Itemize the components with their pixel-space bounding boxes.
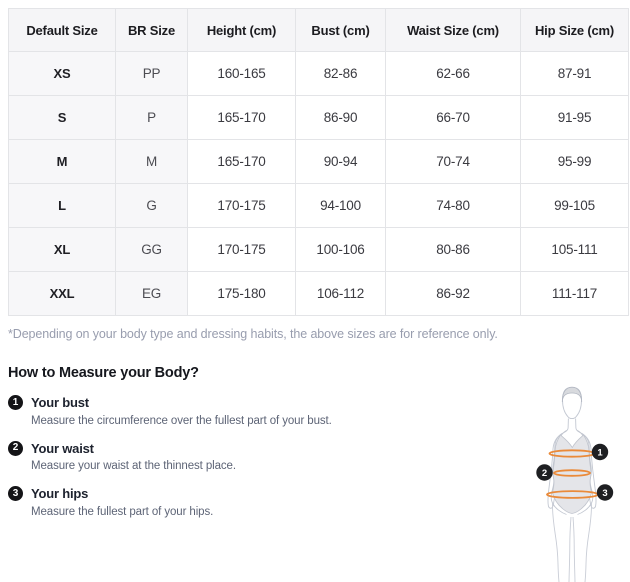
cell-br-size: P [116, 96, 188, 140]
step-number-badge: 1 [8, 395, 23, 410]
table-row-xxl [9, 272, 629, 316]
step-description: Measure the circumference over the fullest part of your bust. [31, 414, 332, 427]
cell-bust: 90-94 [296, 140, 386, 184]
cell-height: 165-170 [188, 96, 296, 140]
cell-br-size: EG [116, 272, 188, 316]
cell-waist: 66-70 [386, 96, 521, 140]
figure-legs [552, 504, 591, 582]
step-description: Measure your waist at the thinnest place. [31, 460, 236, 472]
figure-marker-1 [592, 444, 608, 460]
table-row-s [9, 96, 629, 140]
body-figure-illustration [523, 382, 627, 582]
measure-step-hips [8, 486, 448, 519]
cell-hip: 105-111 [521, 228, 629, 272]
cell-bust: 100-106 [296, 228, 386, 272]
cell-waist: 70-74 [386, 140, 521, 184]
step-number-badge: 2 [8, 441, 23, 456]
cell-height: 160-165 [188, 52, 296, 96]
size-disclaimer-note: *Depending on your body type and dressing habits, the above sizes are for reference only. [8, 327, 498, 341]
step-title: Your hips [31, 486, 89, 501]
measure-step-bust [8, 395, 448, 428]
cell-size: XL [9, 228, 116, 272]
table-row-l [9, 184, 629, 228]
svg-text:1: 1 [597, 447, 603, 459]
cell-size: XS [9, 52, 116, 96]
measure-step-waist [8, 441, 448, 474]
cell-height: 170-175 [188, 184, 296, 228]
cell-waist: 62-66 [386, 52, 521, 96]
cell-bust: 94-100 [296, 184, 386, 228]
step-number-badge: 3 [8, 486, 23, 501]
cell-waist: 74-80 [386, 184, 521, 228]
cell-size: XXL [9, 272, 116, 316]
column-header-hip: Hip Size (cm) [521, 9, 629, 52]
cell-bust: 106-112 [296, 272, 386, 316]
cell-br-size: M [116, 140, 188, 184]
cell-size: L [9, 184, 116, 228]
table-row-xl [9, 228, 629, 272]
step-title: Your bust [31, 395, 89, 410]
figure-marker-2 [536, 464, 552, 480]
figure-swimsuit-straps [561, 430, 583, 435]
cell-br-size: PP [116, 52, 188, 96]
cell-br-size: G [116, 184, 188, 228]
step-title: Your waist [31, 440, 94, 456]
step-description: Measure the fullest part of your hips. [31, 505, 214, 518]
measure-steps-list [8, 395, 448, 532]
column-header-default-size: Default Size [9, 9, 116, 52]
cell-hip: 87-91 [521, 52, 629, 96]
cell-hip: 95-99 [521, 140, 629, 184]
table-header-row [9, 9, 629, 52]
size-chart-table [8, 8, 629, 316]
cell-size: M [9, 140, 116, 184]
figure-marker-3 [597, 484, 613, 500]
cell-height: 170-175 [188, 228, 296, 272]
cell-hip: 111-117 [521, 272, 629, 316]
column-header-height: Height (cm) [188, 9, 296, 52]
svg-text:3: 3 [602, 487, 608, 499]
column-header-bust: Bust (cm) [296, 9, 386, 52]
table-row-m [9, 140, 629, 184]
cell-waist: 86-92 [386, 272, 521, 316]
svg-text:2: 2 [541, 467, 548, 479]
cell-height: 175-180 [188, 272, 296, 316]
column-header-waist: Waist Size (cm) [386, 9, 521, 52]
cell-br-size: GG [116, 228, 188, 272]
column-header-br-size: BR Size [116, 9, 188, 52]
cell-hip: 91-95 [521, 96, 629, 140]
measure-section-title: How to Measure your Body? [8, 365, 199, 381]
table-row-xs [9, 52, 629, 96]
cell-bust: 82-86 [296, 52, 386, 96]
cell-size: S [9, 96, 116, 140]
body-measurement-figure [523, 382, 627, 582]
cell-hip: 99-105 [521, 184, 629, 228]
cell-bust: 86-90 [296, 96, 386, 140]
cell-waist: 80-86 [386, 228, 521, 272]
cell-height: 165-170 [188, 140, 296, 184]
